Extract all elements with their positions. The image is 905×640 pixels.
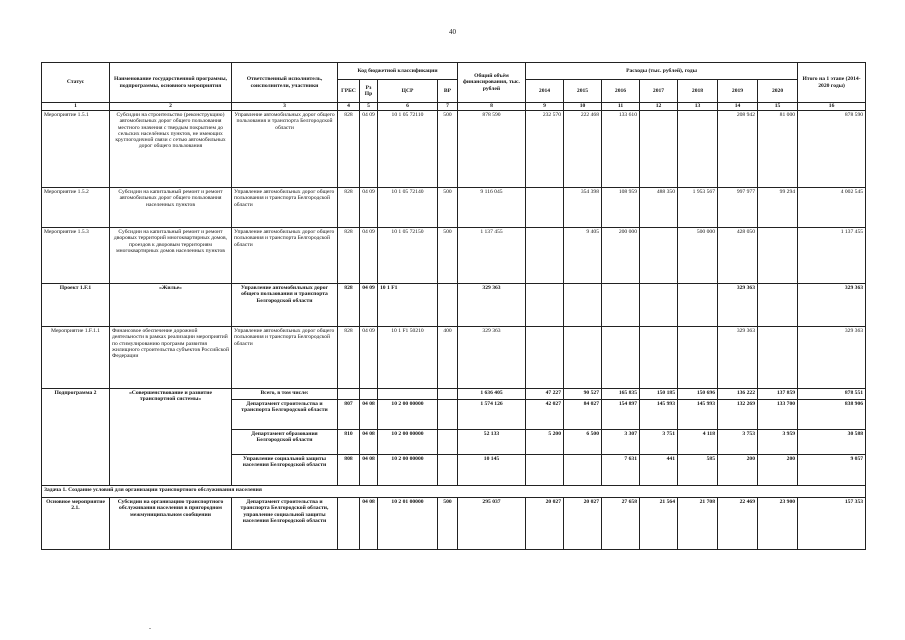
row-2018: 21 708 — [678, 498, 718, 550]
row-2018 — [678, 284, 718, 327]
subprogram-csr: 10 2 00 00000 — [378, 400, 438, 430]
task-row — [42, 486, 866, 498]
header-year: 2019 — [718, 80, 758, 103]
row-2019: 329 363 — [718, 284, 758, 327]
subprogram-csr: 10 2 00 00000 — [378, 455, 438, 486]
header-year: 2018 — [678, 80, 718, 103]
subprogram-rzpr: 04 08 — [360, 430, 378, 455]
row-executor: Управление автомобильных дорог общего пользования и транспорта Белгородской области — [232, 284, 338, 327]
subprogram-2014: 42 027 — [526, 400, 564, 430]
subprogram-grbs — [338, 389, 360, 400]
column-number: 15 — [758, 103, 798, 111]
subprogram-2018: 145 993 — [678, 400, 718, 430]
subprogram-2014 — [526, 455, 564, 486]
table-row — [42, 188, 866, 228]
subprogram-2014: 5 200 — [526, 430, 564, 455]
column-number: 2 — [110, 103, 232, 111]
header-name: Наименование государственной программы, подпрограммы, основного мероприятия — [110, 63, 232, 103]
row-vr: 400 — [438, 327, 458, 389]
row-rzpr: 04 08 — [360, 498, 378, 550]
header-total-volume: Общий объём финансирования, тыс. рублей — [458, 63, 526, 103]
row-csr: 10 1 05 72110 — [378, 111, 438, 188]
row-grand-total: 878 590 — [798, 111, 866, 188]
row-2019: 22 469 — [718, 498, 758, 550]
row-executor: Управление автомобильных дорог общего пользования и транспорта Белгородской области — [232, 228, 338, 284]
header-budget-code: Код бюджетной классификации — [338, 63, 458, 80]
subprogram-rzpr: 04 08 — [360, 400, 378, 430]
row-2015: 20 027 — [564, 498, 602, 550]
subprogram-2017: 145 993 — [640, 400, 678, 430]
column-number: 4 — [338, 103, 360, 111]
row-2014 — [526, 228, 564, 284]
table-row — [42, 498, 866, 550]
row-2020: 23 900 — [758, 498, 798, 550]
row-2016: 108 959 — [602, 188, 640, 228]
row-2017: 488 350 — [640, 188, 678, 228]
row-rzpr: 04 09 — [360, 284, 378, 327]
column-number: 10 — [564, 103, 602, 111]
subprogram-status: Подпрограмма 2 — [42, 389, 110, 486]
subprogram-executor: Департамент образования Белгородской области — [232, 430, 338, 455]
row-name: Субсидии на капитальный ремонт и ремонт дворовых территорий многоквартирных домов, проездов к дворовым территориям многоквартирных домов населенных пунктов — [110, 228, 232, 284]
row-name: Субсидии на капитальный ремонт и ремонт автомобильных дорог общего пользования населенных пунктов — [110, 188, 232, 228]
row-2019: 329 363 — [718, 327, 758, 389]
row-rzpr: 04 09 — [360, 327, 378, 389]
row-grbs: 828 — [338, 327, 360, 389]
header-year: 2014 — [526, 80, 564, 103]
subprogram-2016: 154 897 — [602, 400, 640, 430]
row-rzpr: 04 09 — [360, 228, 378, 284]
row-status: Проект 1.F.1 — [42, 284, 110, 327]
column-number: 14 — [718, 103, 758, 111]
subprogram-2016: 165 835 — [602, 389, 640, 400]
subprogram-2020: 133 700 — [758, 400, 798, 430]
subprogram-vr — [438, 430, 458, 455]
subprogram-rzpr — [360, 389, 378, 400]
subprogram-grbs: 808 — [338, 455, 360, 486]
row-vr: 500 — [438, 111, 458, 188]
row-2016: 133 610 — [602, 111, 640, 188]
subprogram-2017: 441 — [640, 455, 678, 486]
row-2019: 208 942 — [718, 111, 758, 188]
table-row — [42, 228, 866, 284]
row-2016: 27 658 — [602, 498, 640, 550]
header-expenses: Расходы (тыс. рублей), годы — [526, 63, 798, 80]
row-status: Мероприятие 1.5.3 — [42, 228, 110, 284]
row-status: Мероприятие 1.5.2 — [42, 188, 110, 228]
row-status: Мероприятие 1.F.1.1 — [42, 327, 110, 389]
row-grand-total: 157 353 — [798, 498, 866, 550]
row-2015: 222 468 — [564, 111, 602, 188]
row-status: Основное мероприятие 2.1. — [42, 498, 110, 550]
header-csr: ЦСР — [378, 80, 438, 103]
subprogram-total: 10 145 — [458, 455, 526, 486]
row-2016 — [602, 284, 640, 327]
row-grand-total: 1 137 455 — [798, 228, 866, 284]
column-number: 7 — [438, 103, 458, 111]
subprogram-2017: 3 751 — [640, 430, 678, 455]
row-2019: 428 050 — [718, 228, 758, 284]
footer-mark: . — [149, 622, 151, 631]
subprogram-total: 52 133 — [458, 430, 526, 455]
row-name: Финансовое обеспечение дорожной деятельности в рамках реализации мероприятий по стимулированию программ развития жилищного строительства субъектов Российской Федерации — [110, 327, 232, 389]
row-2017 — [640, 327, 678, 389]
table-row — [42, 111, 866, 188]
row-grbs: 828 — [338, 228, 360, 284]
row-grbs — [338, 498, 360, 550]
subprogram-rzpr: 04 08 — [360, 455, 378, 486]
row-grand-total: 329 363 — [798, 284, 866, 327]
column-number: 16 — [798, 103, 866, 111]
row-2014 — [526, 327, 564, 389]
subprogram-2020: 137 859 — [758, 389, 798, 400]
header-vr: ВР — [438, 80, 458, 103]
subprogram-csr — [378, 389, 438, 400]
task-title: Задача 1. Создание условий для организации транспортного обслуживания населения — [42, 486, 866, 498]
subprogram-2019: 200 — [718, 455, 758, 486]
table-row — [42, 327, 866, 389]
column-number: 13 — [678, 103, 718, 111]
row-2016: 200 000 — [602, 228, 640, 284]
subprogram-executor: Управление социальной защиты населения Белгородской области — [232, 455, 338, 486]
column-number: 12 — [640, 103, 678, 111]
row-2018: 500 000 — [678, 228, 718, 284]
row-executor: Управление автомобильных дорог общего пользования и транспорта Белгородской области — [232, 188, 338, 228]
row-grand-total: 4 002 545 — [798, 188, 866, 228]
subprogram-vr — [438, 389, 458, 400]
subprogram-2017: 150 185 — [640, 389, 678, 400]
row-2014 — [526, 188, 564, 228]
row-name: Субсидии на строительство (реконструкцию) автомобильных дорог общего пользования местного значения с твердым покрытием до сельских населённых пунктов, не имеющих круглогодичной связи с сетью автомобильных дорог общего пользования — [110, 111, 232, 188]
subprogram-2014: 47 227 — [526, 389, 564, 400]
row-2020: 99 294 — [758, 188, 798, 228]
subprogram-csr: 10 2 00 00000 — [378, 430, 438, 455]
row-2020: 81 000 — [758, 111, 798, 188]
row-vr: 500 — [438, 498, 458, 550]
row-total: 329 363 — [458, 284, 526, 327]
subprogram-2015 — [564, 455, 602, 486]
row-name: Субсидии на организацию транспортного обслуживания населения в пригородном межмуниципальном сообщении — [110, 498, 232, 550]
row-total: 329 363 — [458, 327, 526, 389]
row-name: «Жилье» — [110, 284, 232, 327]
subprogram-grand-total: 878 551 — [798, 389, 866, 400]
subprogram-name: «Совершенствование и развитие транспортной системы» — [110, 389, 232, 486]
row-2015: 354 398 — [564, 188, 602, 228]
row-total: 295 037 — [458, 498, 526, 550]
subprogram-executor: Всего, в том числе: — [232, 389, 338, 400]
row-2014: 20 027 — [526, 498, 564, 550]
column-number: 6 — [378, 103, 438, 111]
row-2018 — [678, 111, 718, 188]
subprogram-grand-total: 838 906 — [798, 400, 866, 430]
row-total: 878 590 — [458, 111, 526, 188]
subprogram-2015: 84 027 — [564, 400, 602, 430]
subprogram-2016: 3 307 — [602, 430, 640, 455]
subprogram-2016: 7 631 — [602, 455, 640, 486]
row-executor: Департамент строительства и транспорта Белгородской области, управление социальной защиты населения Белгородской области — [232, 498, 338, 550]
budget-table — [41, 62, 866, 550]
row-grbs: 828 — [338, 284, 360, 327]
header-grbs: ГРБС — [338, 80, 360, 103]
row-2017 — [640, 284, 678, 327]
table-row — [42, 284, 866, 327]
row-grand-total: 329 363 — [798, 327, 866, 389]
subprogram-grand-total: 30 588 — [798, 430, 866, 455]
row-grbs: 828 — [338, 111, 360, 188]
header-year: 2015 — [564, 80, 602, 103]
row-2017 — [640, 228, 678, 284]
row-2018 — [678, 327, 718, 389]
subprogram-vr — [438, 400, 458, 430]
subprogram-grbs: 810 — [338, 430, 360, 455]
subprogram-total: 1 574 126 — [458, 400, 526, 430]
subprogram-2019: 136 222 — [718, 389, 758, 400]
header-grand-total: Итого на 1 этапе (2014-2020 годы) — [798, 63, 866, 103]
column-number: 9 — [526, 103, 564, 111]
subprogram-2018: 4 118 — [678, 430, 718, 455]
row-2016 — [602, 327, 640, 389]
subprogram-2019: 132 269 — [718, 400, 758, 430]
column-numbers-row — [42, 103, 866, 111]
subprogram-executor: Департамент строительства и транспорта Белгородской области — [232, 400, 338, 430]
row-csr: 10 1 F1 — [378, 284, 438, 327]
row-2014: 232 570 — [526, 111, 564, 188]
row-csr: 10 1 F1 50210 — [378, 327, 438, 389]
column-number: 11 — [602, 103, 640, 111]
subprogram-vr — [438, 455, 458, 486]
subprogram-2020: 3 959 — [758, 430, 798, 455]
header-rzpr: Рз Пр — [360, 80, 378, 103]
row-2020 — [758, 284, 798, 327]
subprogram-2015: 90 527 — [564, 389, 602, 400]
header-year: 2017 — [640, 80, 678, 103]
row-2015 — [564, 284, 602, 327]
row-csr: 10 1 05 72150 — [378, 228, 438, 284]
row-2015 — [564, 327, 602, 389]
row-csr: 10 2 01 00000 — [378, 498, 438, 550]
row-vr — [438, 284, 458, 327]
subprogram-2018: 585 — [678, 455, 718, 486]
column-number: 3 — [232, 103, 338, 111]
column-number: 1 — [42, 103, 110, 111]
row-2017: 21 564 — [640, 498, 678, 550]
row-rzpr: 04 09 — [360, 111, 378, 188]
row-vr: 500 — [438, 228, 458, 284]
row-total: 9 116 045 — [458, 188, 526, 228]
row-grbs: 828 — [338, 188, 360, 228]
row-2014 — [526, 284, 564, 327]
row-2015: 9 405 — [564, 228, 602, 284]
header-year: 2016 — [602, 80, 640, 103]
subprogram-2015: 6 500 — [564, 430, 602, 455]
row-2020 — [758, 327, 798, 389]
row-executor: Управление автомобильных дорог общего пользования и транспорта Белгородской области — [232, 327, 338, 389]
row-2019: 997 977 — [718, 188, 758, 228]
page-number: 40 — [449, 28, 456, 36]
row-2018: 1 953 567 — [678, 188, 718, 228]
subprogram-grbs: 807 — [338, 400, 360, 430]
subprogram-row — [42, 389, 866, 400]
column-number: 8 — [458, 103, 526, 111]
subprogram-grand-total: 9 057 — [798, 455, 866, 486]
column-number: 5 — [360, 103, 378, 111]
row-rzpr: 04 09 — [360, 188, 378, 228]
row-csr: 10 1 05 72140 — [378, 188, 438, 228]
row-total: 1 137 455 — [458, 228, 526, 284]
row-executor: Управление автомобильных дорог общего пользования и транспорта Белгородской области — [232, 111, 338, 188]
row-2017 — [640, 111, 678, 188]
row-2020 — [758, 228, 798, 284]
header-year: 2020 — [758, 80, 798, 103]
subprogram-2019: 3 753 — [718, 430, 758, 455]
row-vr: 500 — [438, 188, 458, 228]
header-executor: Ответственный исполнитель, соисполнители, участники — [232, 63, 338, 103]
row-status: Мероприятие 1.5.1 — [42, 111, 110, 188]
header-status: Статус — [42, 63, 110, 103]
subprogram-2020: 200 — [758, 455, 798, 486]
subprogram-2018: 150 696 — [678, 389, 718, 400]
subprogram-total: 1 636 405 — [458, 389, 526, 400]
